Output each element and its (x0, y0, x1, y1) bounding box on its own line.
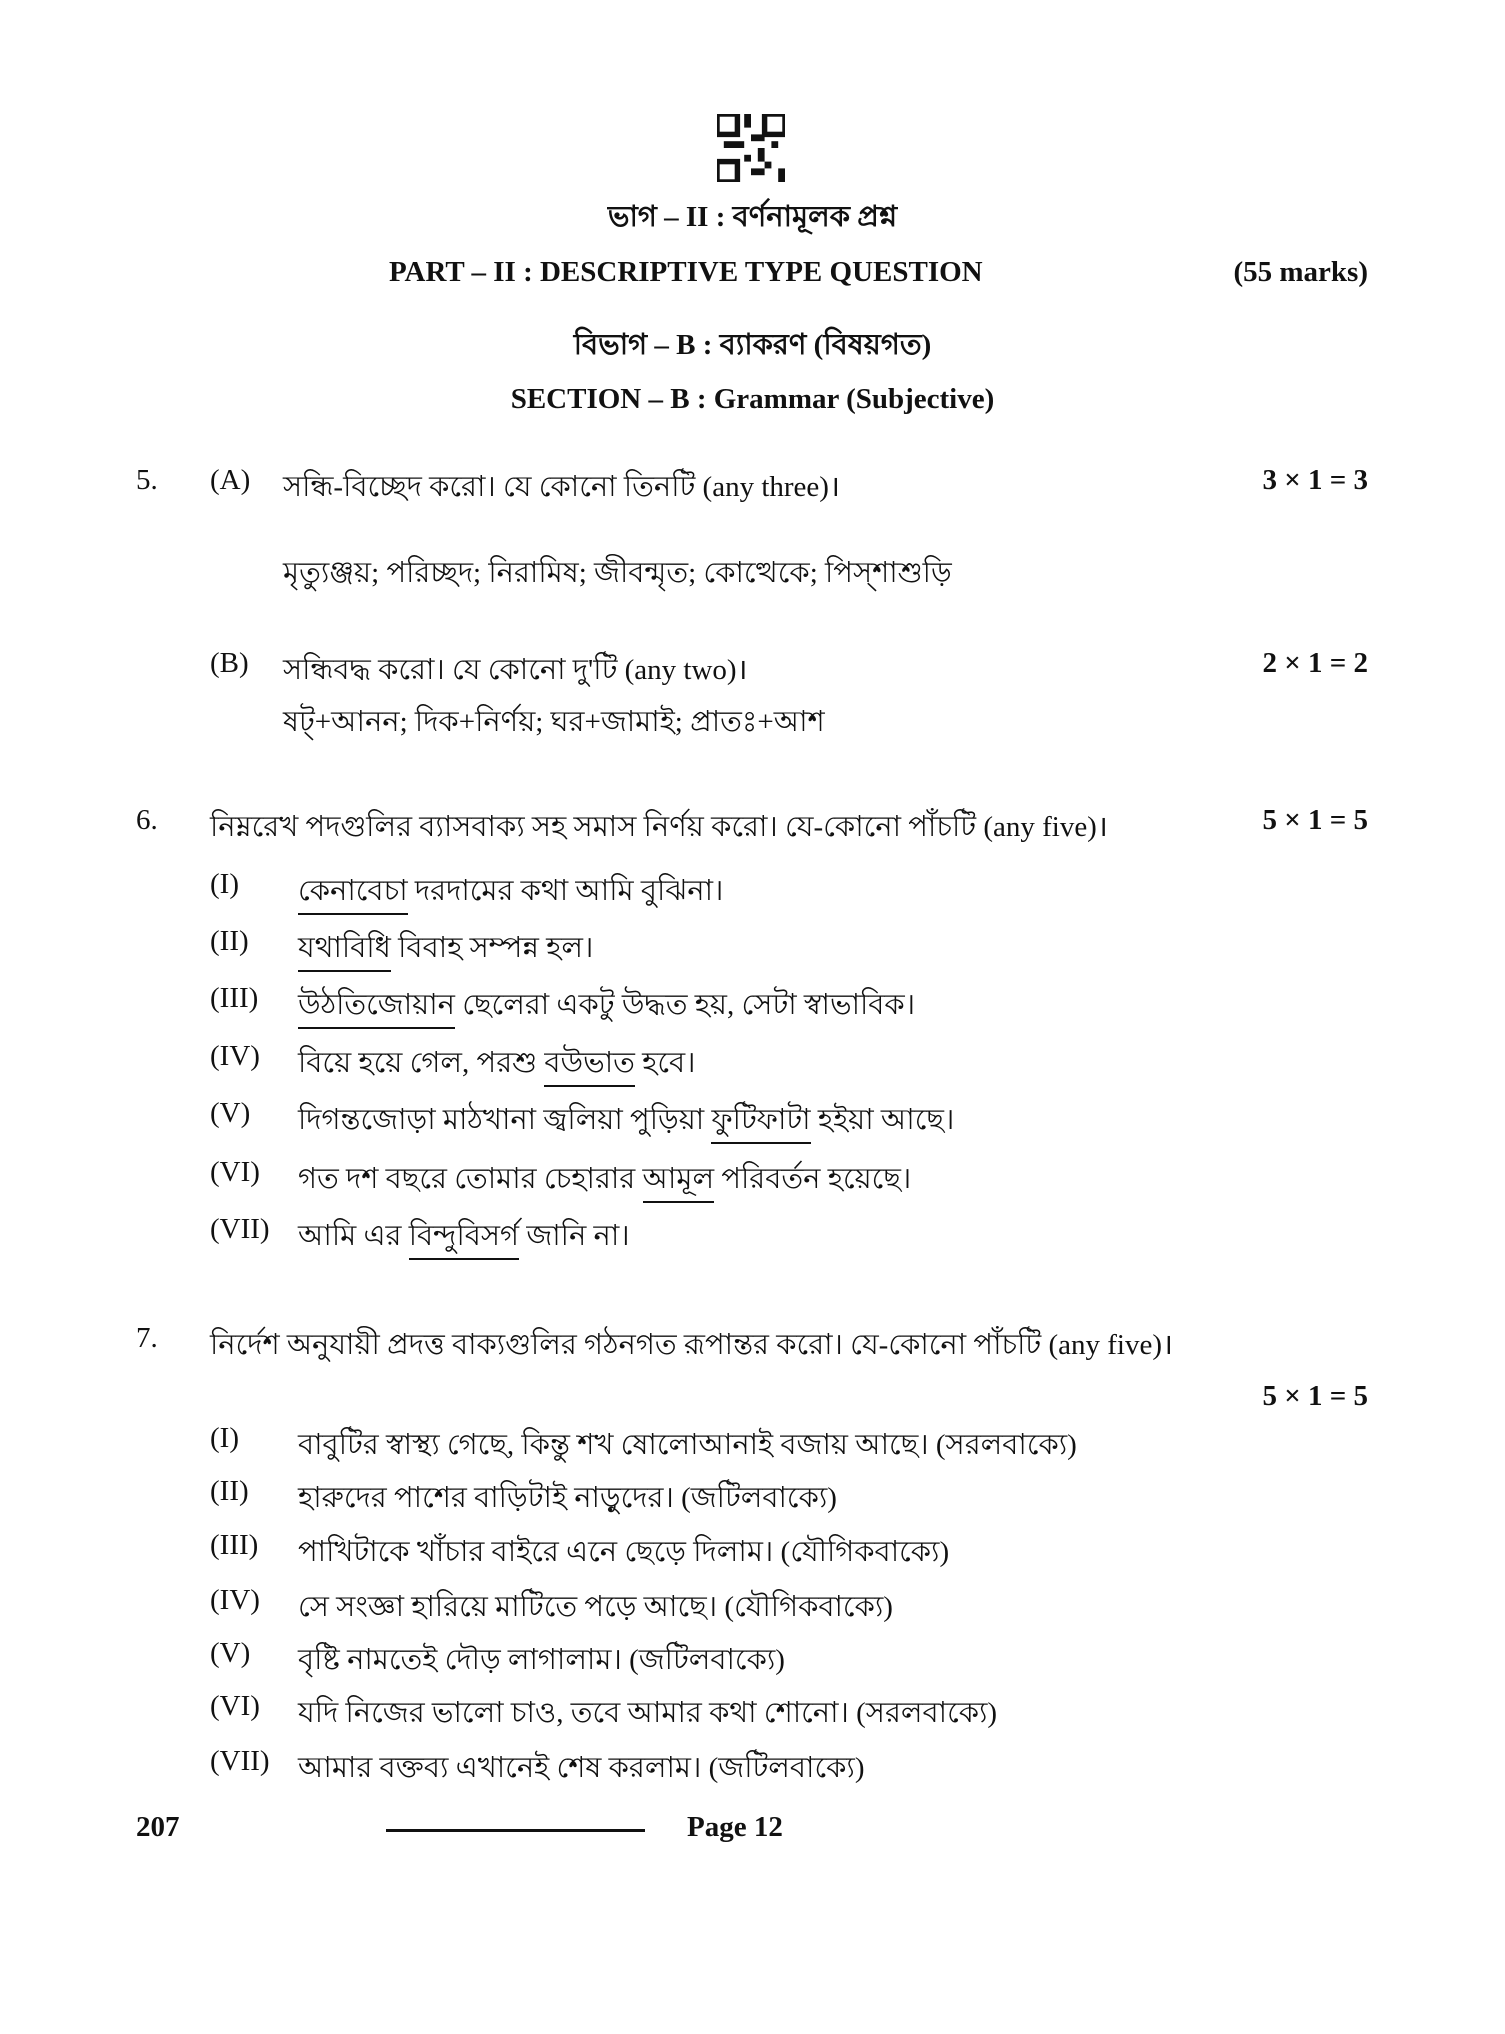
item-text-post: ছেলেরা একটু উদ্ধত হয়, সেটা স্বাভাবিক। (454, 989, 916, 1021)
list-item: আমার বক্তব্য এখানেই শেষ করলাম। (জটিলবাক্যে) (298, 1752, 865, 1784)
item-label: (V) (210, 1637, 251, 1669)
marks: 5 × 1 = 5 (1262, 1380, 1368, 1412)
list-item: বাবুটির স্বাস্থ্য গেছে, কিন্তু শখ ষোলোআনাই বজায় আছে। (সরলবাক্যে) (298, 1429, 1077, 1461)
paper-code: 207 (136, 1811, 180, 1843)
item-label: (VI) (210, 1156, 260, 1188)
list-item: পাখিটাকে খাঁচার বাইরে এনে ছেড়ে দিলাম। (যৌগিকবাক্যে) (298, 1536, 950, 1568)
underlined-word: আমূল (643, 1163, 715, 1203)
underlined-word: উঠতিজোয়ান (298, 989, 455, 1029)
item-text-post: হবে। (634, 1047, 696, 1079)
item-label: (VII) (210, 1745, 270, 1777)
list-item (298, 1213, 630, 1262)
item-text-post: জানি না। (519, 1220, 630, 1252)
underlined-word: কেনাবেচা (298, 875, 408, 915)
item-text-post: দরদামের কথা আমি বুঝিনা। (407, 875, 724, 907)
item-text-post: হইয়া আছে। (810, 1104, 955, 1136)
question-text: সন্ধি-বিচ্ছেদ করো। যে কোনো তিনটি (any three)। (283, 471, 840, 503)
word-list: মৃত্যুঞ্জয়; পরিচ্ছদ; নিরামিষ; জীবন্মৃত; কোত্থেকে; পিস্‌শাশুড়ি (283, 557, 952, 589)
item-text-pre: আমি এর (298, 1220, 409, 1252)
word-list: ষট্‌+আনন; দিক+নির্ণয়; ঘর+জামাই; প্রাতঃ+আশ (283, 706, 825, 738)
section-title-bn: বিভাগ – B : ব্যাকরণ (বিষয়গত) (573, 329, 932, 361)
footer-rule (386, 1829, 645, 1832)
item-label: (III) (210, 982, 259, 1014)
page-number: Page 12 (687, 1811, 783, 1843)
list-item (298, 1156, 911, 1205)
list-item: হারুদের পাশের বাড়িটাই নাড়ুদের। (জটিলবাক্যে) (298, 1482, 837, 1514)
item-label: (VI) (210, 1690, 260, 1722)
part-title-bn: ভাগ – II : বর্ণনামূলক প্রশ্ন (607, 201, 898, 233)
question-text: নিম্নরেখ পদগুলির ব্যাসবাক্য সহ সমাস নির্ণয় করো। যে-কোনো পাঁচটি (any five)। (210, 811, 1108, 843)
list-item: বৃষ্টি নামতেই দৌড় লাগালাম। (জটিলবাক্যে) (298, 1644, 785, 1676)
sub-label: (B) (210, 647, 249, 679)
list-item (298, 1097, 954, 1146)
item-label: (V) (210, 1097, 251, 1129)
qr-code-icon (717, 114, 785, 182)
section-title-en: SECTION – B : Grammar (Subjective) (510, 383, 995, 415)
item-label: (II) (210, 1475, 249, 1507)
item-label: (II) (210, 925, 249, 957)
sub-label: (A) (210, 464, 251, 496)
item-label: (I) (210, 868, 239, 900)
list-item: যদি নিজের ভালো চাও, তবে আমার কথা শোনো। (সরলবাক্যে) (298, 1697, 998, 1729)
question-text: সন্ধিবদ্ধ করো। যে কোনো দু'টি (any two)। (283, 654, 748, 686)
underlined-word: বিন্দুবিসর্গ (409, 1220, 519, 1260)
item-label: (IV) (210, 1040, 260, 1072)
question-number: 5. (136, 464, 158, 496)
part-title-en: PART – II : DESCRIPTIVE TYPE QUESTION (389, 256, 983, 288)
underlined-word: যথাবিধি (298, 932, 391, 972)
item-text-pre: দিগন্তজোড়া মাঠখানা জ্বলিয়া পুড়িয়া (298, 1104, 712, 1136)
underlined-word: বউভাত (544, 1047, 635, 1087)
list-item: সে সংজ্ঞা হারিয়ে মাটিতে পড়ে আছে। (যৌগিকবাক্যে) (298, 1591, 893, 1623)
list-item (298, 868, 723, 917)
item-text-post: পরিবর্তন হয়েছে। (714, 1163, 912, 1195)
underlined-word: ফুটিফাটা (711, 1104, 810, 1144)
part-marks: (55 marks) (1233, 256, 1368, 288)
marks: 2 × 1 = 2 (1262, 647, 1368, 679)
item-text-post: বিবাহ সম্পন্ন হল। (390, 932, 594, 964)
marks: 5 × 1 = 5 (1262, 804, 1368, 836)
list-item (298, 925, 593, 974)
item-label: (IV) (210, 1584, 260, 1616)
question-number: 6. (136, 804, 158, 836)
item-label: (I) (210, 1422, 239, 1454)
item-text-pre: গত দশ বছরে তোমার চেহারার (298, 1163, 643, 1195)
marks: 3 × 1 = 3 (1262, 464, 1368, 496)
item-text-pre: বিয়ে হয়ে গেল, পরশু (298, 1047, 545, 1079)
list-item (298, 982, 915, 1031)
item-label: (III) (210, 1529, 259, 1561)
item-label: (VII) (210, 1213, 270, 1245)
question-number: 7. (136, 1322, 158, 1354)
question-text: নির্দেশ অনুযায়ী প্রদত্ত বাক্যগুলির গঠনগত রূপান্তর করো। যে-কোনো পাঁচটি (any five)। (210, 1329, 1174, 1361)
list-item (298, 1040, 696, 1089)
